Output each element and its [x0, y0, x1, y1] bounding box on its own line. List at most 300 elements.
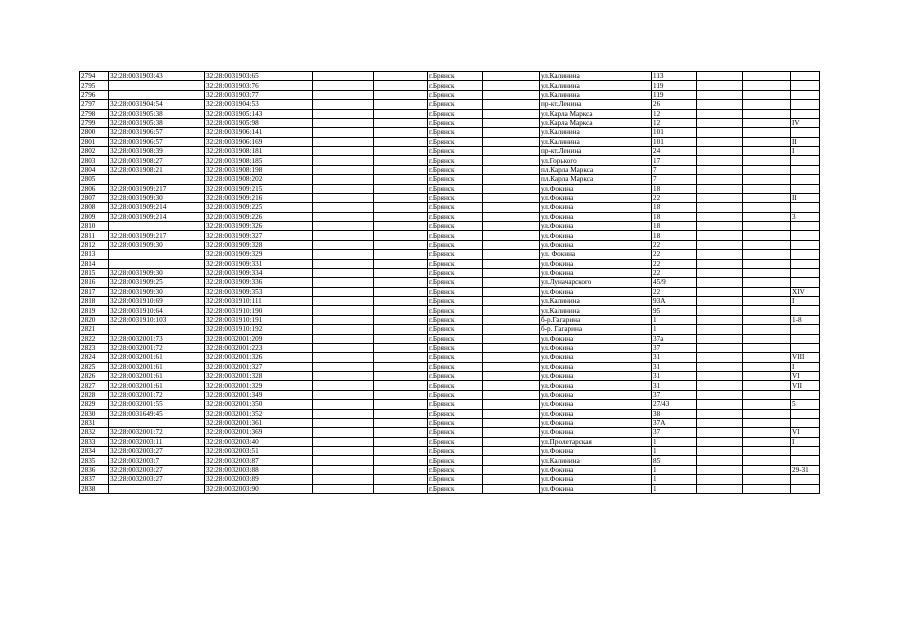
cell-empty-col-5 [374, 193, 428, 202]
cell-empty-col-4 [313, 222, 374, 231]
cell-city: г.Брянск [428, 156, 483, 165]
cell-empty-col-11 [743, 465, 791, 474]
cell-empty-col-7 [483, 100, 540, 109]
registry-body [80, 72, 820, 494]
cell-city: г.Брянск [428, 409, 483, 418]
cell-cadastral-number: 32:28:0031906:141 [205, 128, 313, 137]
cell-empty-col-4 [313, 259, 374, 268]
cell-street: ул.Фокина [540, 193, 652, 202]
cell-empty-col-4 [313, 353, 374, 362]
cell-cadastral-number: 32:28:0032003:89 [205, 475, 313, 484]
cell-empty-col-5 [374, 287, 428, 296]
cell-house-number: 26 [652, 100, 697, 109]
cell-cadastral-number: 32:28:0031904:53 [205, 100, 313, 109]
cell-empty-col-4 [313, 240, 374, 249]
cell-empty-col-11 [743, 231, 791, 240]
cell-row-number: 2799 [80, 118, 109, 127]
cell-cadastral-number: 32:28:0031909:329 [205, 250, 313, 259]
cell-street: ул.Пролетарская [540, 437, 652, 446]
cell-empty-col-5 [374, 203, 428, 212]
cell-house-number: 119 [652, 81, 697, 90]
cell-street: пр-кт.Ленина [540, 100, 652, 109]
table-row [80, 165, 820, 174]
cell-empty-col-10 [697, 287, 743, 296]
cell-empty-col-7 [483, 193, 540, 202]
cell-row-number: 2800 [80, 128, 109, 137]
cell-empty-col-7 [483, 334, 540, 343]
cell-house-number: 31 [652, 362, 697, 371]
cell-apartment [791, 165, 820, 174]
cell-house-number: 37 [652, 428, 697, 437]
cell-empty-col-4 [313, 475, 374, 484]
cell-apartment [791, 203, 820, 212]
cell-row-number: 2797 [80, 100, 109, 109]
cell-empty-col-5 [374, 259, 428, 268]
cell-street: ул.Фокина [540, 212, 652, 221]
cell-parent-cadastral-number: 32:28:0031906:57 [109, 137, 205, 146]
cell-empty-col-7 [483, 447, 540, 456]
cell-house-number: 24 [652, 147, 697, 156]
cell-city: г.Брянск [428, 362, 483, 371]
cell-apartment [791, 100, 820, 109]
cell-cadastral-number: 32:28:0032003:87 [205, 456, 313, 465]
table-row [80, 343, 820, 352]
cell-house-number: 37 [652, 390, 697, 399]
cell-apartment: 29-31 [791, 465, 820, 474]
cell-row-number: 2838 [80, 484, 109, 493]
cell-row-number: 2830 [80, 409, 109, 418]
cell-empty-col-5 [374, 428, 428, 437]
cell-house-number: 22 [652, 259, 697, 268]
cell-row-number: 2801 [80, 137, 109, 146]
cell-empty-col-4 [313, 165, 374, 174]
cell-empty-col-11 [743, 259, 791, 268]
cell-empty-col-4 [313, 362, 374, 371]
cell-empty-col-5 [374, 240, 428, 249]
cell-row-number: 2820 [80, 315, 109, 324]
cell-empty-col-4 [313, 306, 374, 315]
cell-city: г.Брянск [428, 212, 483, 221]
cell-apartment [791, 109, 820, 118]
cell-empty-col-7 [483, 353, 540, 362]
cell-parent-cadastral-number [109, 250, 205, 259]
cell-row-number: 2827 [80, 381, 109, 390]
cell-cadastral-number: 32:28:0032001:369 [205, 428, 313, 437]
cell-apartment [791, 306, 820, 315]
cell-empty-col-11 [743, 428, 791, 437]
cell-cadastral-number: 32:28:0032001:349 [205, 390, 313, 399]
cell-row-number: 2803 [80, 156, 109, 165]
cell-city: г.Брянск [428, 418, 483, 427]
cell-empty-col-10 [697, 268, 743, 277]
cell-cadastral-number: 32:28:0031910:111 [205, 297, 313, 306]
cell-empty-col-11 [743, 90, 791, 99]
cell-empty-col-7 [483, 484, 540, 493]
cell-row-number: 2834 [80, 447, 109, 456]
cell-cadastral-number: 32:28:0031908:198 [205, 165, 313, 174]
cell-empty-col-10 [697, 484, 743, 493]
table-row [80, 465, 820, 474]
cell-city: г.Брянск [428, 259, 483, 268]
cell-row-number: 2807 [80, 193, 109, 202]
cell-empty-col-11 [743, 409, 791, 418]
cell-city: г.Брянск [428, 381, 483, 390]
cell-empty-col-10 [697, 250, 743, 259]
cell-cadastral-number: 32:28:0032001:361 [205, 418, 313, 427]
cell-house-number: 18 [652, 222, 697, 231]
cell-cadastral-number: 32:28:0031905:143 [205, 109, 313, 118]
cell-empty-col-7 [483, 175, 540, 184]
cell-empty-col-10 [697, 259, 743, 268]
cell-street: ул.Фокина [540, 447, 652, 456]
table-row [80, 231, 820, 240]
cell-apartment [791, 184, 820, 193]
cell-street: ул.Фокина [540, 184, 652, 193]
cell-city: г.Брянск [428, 147, 483, 156]
cell-street: ул.Калинина [540, 72, 652, 81]
cell-empty-col-11 [743, 212, 791, 221]
cell-empty-col-10 [697, 128, 743, 137]
table-row [80, 362, 820, 371]
cell-empty-col-11 [743, 297, 791, 306]
cell-empty-col-11 [743, 250, 791, 259]
cell-empty-col-11 [743, 418, 791, 427]
cell-parent-cadastral-number: 32:28:0031909:30 [109, 193, 205, 202]
cell-empty-col-7 [483, 118, 540, 127]
cell-empty-col-5 [374, 297, 428, 306]
cell-house-number: 37 [652, 343, 697, 352]
table-row [80, 390, 820, 399]
cell-row-number: 2796 [80, 90, 109, 99]
cell-parent-cadastral-number: 32:28:0031910:69 [109, 297, 205, 306]
table-row [80, 428, 820, 437]
cell-street: ул.Фокина [540, 222, 652, 231]
table-row [80, 315, 820, 324]
table-row [80, 475, 820, 484]
cell-empty-col-11 [743, 343, 791, 352]
cell-row-number: 2823 [80, 343, 109, 352]
table-row [80, 306, 820, 315]
cell-parent-cadastral-number: 32:28:0032001:72 [109, 343, 205, 352]
cell-apartment [791, 128, 820, 137]
cell-empty-col-4 [313, 147, 374, 156]
cell-empty-col-10 [697, 240, 743, 249]
cell-city: г.Брянск [428, 297, 483, 306]
cell-parent-cadastral-number: 32:28:0031908:21 [109, 165, 205, 174]
cell-empty-col-4 [313, 137, 374, 146]
cell-house-number: 95 [652, 306, 697, 315]
cell-street: ул.Фокина [540, 418, 652, 427]
cell-empty-col-4 [313, 400, 374, 409]
cell-parent-cadastral-number: 32:28:0032001:73 [109, 334, 205, 343]
cell-street: ул.Фокина [540, 372, 652, 381]
cell-apartment [791, 259, 820, 268]
cell-empty-col-10 [697, 193, 743, 202]
cell-parent-cadastral-number: 32:28:0031909:217 [109, 231, 205, 240]
cell-street: ул.Фокина [540, 343, 652, 352]
cell-cadastral-number: 32:28:0032001:209 [205, 334, 313, 343]
cell-empty-col-4 [313, 128, 374, 137]
cell-cadastral-number: 32:28:0031908:185 [205, 156, 313, 165]
cell-parent-cadastral-number: 32:28:0031909:217 [109, 184, 205, 193]
cell-city: г.Брянск [428, 81, 483, 90]
cell-empty-col-11 [743, 193, 791, 202]
cell-parent-cadastral-number [109, 484, 205, 493]
cell-street: б-р. Гагарина [540, 325, 652, 334]
cell-house-number: 113 [652, 72, 697, 81]
table-row [80, 203, 820, 212]
table-row [80, 325, 820, 334]
cell-empty-col-5 [374, 109, 428, 118]
cell-house-number: 27/43 [652, 400, 697, 409]
cell-row-number: 2829 [80, 400, 109, 409]
cell-empty-col-5 [374, 250, 428, 259]
cell-empty-col-5 [374, 334, 428, 343]
cell-street: пр-кт.Ленина [540, 147, 652, 156]
cell-cadastral-number: 32:28:0032001:350 [205, 400, 313, 409]
cell-house-number: 101 [652, 128, 697, 137]
cell-empty-col-4 [313, 325, 374, 334]
cell-empty-col-5 [374, 231, 428, 240]
cell-empty-col-11 [743, 156, 791, 165]
cell-cadastral-number: 32:28:0031909:225 [205, 203, 313, 212]
cell-empty-col-5 [374, 175, 428, 184]
cell-empty-col-5 [374, 184, 428, 193]
cell-apartment: 5 [791, 400, 820, 409]
cell-empty-col-10 [697, 175, 743, 184]
cell-empty-col-7 [483, 437, 540, 446]
cell-apartment: I [791, 297, 820, 306]
cell-cadastral-number: 32:28:0031903:65 [205, 72, 313, 81]
cell-empty-col-11 [743, 128, 791, 137]
cell-empty-col-5 [374, 212, 428, 221]
table-row [80, 334, 820, 343]
cell-empty-col-5 [374, 278, 428, 287]
cell-parent-cadastral-number [109, 90, 205, 99]
cell-empty-col-10 [697, 400, 743, 409]
cell-empty-col-10 [697, 409, 743, 418]
cell-parent-cadastral-number: 32:28:0031909:214 [109, 212, 205, 221]
cell-city: г.Брянск [428, 456, 483, 465]
cell-cadastral-number: 32:28:0031903:77 [205, 90, 313, 99]
cell-empty-col-11 [743, 325, 791, 334]
cell-empty-col-11 [743, 118, 791, 127]
cell-empty-col-4 [313, 268, 374, 277]
cell-street: ул.Калинина [540, 297, 652, 306]
cell-empty-col-7 [483, 362, 540, 371]
cell-row-number: 2817 [80, 287, 109, 296]
cell-apartment [791, 250, 820, 259]
cell-street: ул. Фокина [540, 250, 652, 259]
cell-apartment: I [791, 147, 820, 156]
cell-city: г.Брянск [428, 240, 483, 249]
cell-empty-col-7 [483, 240, 540, 249]
cell-house-number: 1 [652, 447, 697, 456]
cell-city: г.Брянск [428, 390, 483, 399]
table-row [80, 240, 820, 249]
cell-parent-cadastral-number: 32:28:0032003:27 [109, 447, 205, 456]
cell-empty-col-10 [697, 90, 743, 99]
cell-empty-col-10 [697, 334, 743, 343]
cell-cadastral-number: 32:28:0031909:326 [205, 222, 313, 231]
cell-cadastral-number: 32:28:0032003:40 [205, 437, 313, 446]
cell-empty-col-11 [743, 278, 791, 287]
cell-city: г.Брянск [428, 118, 483, 127]
cell-empty-col-7 [483, 315, 540, 324]
cell-parent-cadastral-number: 32:28:0032003:27 [109, 465, 205, 474]
table-row [80, 278, 820, 287]
cell-row-number: 2798 [80, 109, 109, 118]
cell-cadastral-number: 32:28:0032001:326 [205, 353, 313, 362]
cell-apartment [791, 268, 820, 277]
cell-parent-cadastral-number: 32:28:0032001:61 [109, 362, 205, 371]
cell-empty-col-7 [483, 147, 540, 156]
table-row [80, 259, 820, 268]
cell-empty-col-10 [697, 362, 743, 371]
cell-cadastral-number: 32:28:0031909:336 [205, 278, 313, 287]
cell-empty-col-11 [743, 175, 791, 184]
cell-empty-col-11 [743, 268, 791, 277]
cell-empty-col-4 [313, 203, 374, 212]
cell-parent-cadastral-number: 32:28:0031905:38 [109, 118, 205, 127]
cell-empty-col-11 [743, 222, 791, 231]
cell-row-number: 2806 [80, 184, 109, 193]
cell-empty-col-10 [697, 390, 743, 399]
cell-empty-col-11 [743, 165, 791, 174]
cell-house-number: 18 [652, 184, 697, 193]
cell-parent-cadastral-number [109, 418, 205, 427]
cell-house-number: 101 [652, 137, 697, 146]
cell-empty-col-5 [374, 137, 428, 146]
cell-street: ул.Фокина [540, 475, 652, 484]
cell-empty-col-4 [313, 418, 374, 427]
cell-apartment [791, 231, 820, 240]
cell-apartment [791, 175, 820, 184]
cell-empty-col-7 [483, 259, 540, 268]
cell-cadastral-number: 32:28:0031908:181 [205, 147, 313, 156]
cell-row-number: 2837 [80, 475, 109, 484]
cell-parent-cadastral-number: 32:28:0032003:11 [109, 437, 205, 446]
table-row [80, 212, 820, 221]
cell-parent-cadastral-number: 32:28:0031909:30 [109, 268, 205, 277]
cell-row-number: 2824 [80, 353, 109, 362]
cell-empty-col-11 [743, 447, 791, 456]
table-row [80, 128, 820, 137]
cell-parent-cadastral-number: 32:28:0031904:54 [109, 100, 205, 109]
cell-apartment: VI [791, 372, 820, 381]
cell-parent-cadastral-number: 32:28:0032001:72 [109, 428, 205, 437]
cell-city: г.Брянск [428, 465, 483, 474]
cell-apartment [791, 409, 820, 418]
cell-house-number: 1 [652, 475, 697, 484]
cell-row-number: 2822 [80, 334, 109, 343]
cell-empty-col-4 [313, 250, 374, 259]
cell-empty-col-7 [483, 409, 540, 418]
cell-apartment [791, 475, 820, 484]
cell-row-number: 2812 [80, 240, 109, 249]
cell-cadastral-number: 32:28:0031903:76 [205, 81, 313, 90]
cell-empty-col-11 [743, 306, 791, 315]
cell-empty-col-7 [483, 90, 540, 99]
cell-street: ул.Луначарского [540, 278, 652, 287]
cell-city: г.Брянск [428, 400, 483, 409]
cell-empty-col-11 [743, 100, 791, 109]
cell-empty-col-5 [374, 400, 428, 409]
cell-empty-col-4 [313, 372, 374, 381]
table-row [80, 109, 820, 118]
cell-city: г.Брянск [428, 287, 483, 296]
cell-parent-cadastral-number: 32:28:0032003:27 [109, 475, 205, 484]
table-row [80, 409, 820, 418]
cell-empty-col-4 [313, 315, 374, 324]
cell-row-number: 2802 [80, 147, 109, 156]
cell-apartment [791, 334, 820, 343]
cell-parent-cadastral-number: 32:28:0031910:64 [109, 306, 205, 315]
cell-apartment [791, 390, 820, 399]
cell-empty-col-11 [743, 287, 791, 296]
cell-house-number: 12 [652, 109, 697, 118]
cell-empty-col-4 [313, 118, 374, 127]
cell-empty-col-7 [483, 203, 540, 212]
cell-apartment [791, 343, 820, 352]
cell-cadastral-number: 32:28:0032003:90 [205, 484, 313, 493]
cell-street: ул.Фокина [540, 231, 652, 240]
cell-empty-col-4 [313, 456, 374, 465]
cell-house-number: 22 [652, 287, 697, 296]
cell-city: г.Брянск [428, 175, 483, 184]
cell-apartment: I [791, 362, 820, 371]
cell-parent-cadastral-number: 32:28:0031910:103 [109, 315, 205, 324]
cell-city: г.Брянск [428, 306, 483, 315]
cell-empty-col-4 [313, 278, 374, 287]
cell-city: г.Брянск [428, 137, 483, 146]
cell-apartment [791, 325, 820, 334]
cell-empty-col-11 [743, 400, 791, 409]
cell-street: пл.Карла Маркса [540, 165, 652, 174]
cell-street: ул.Фокина [540, 465, 652, 474]
cell-empty-col-4 [313, 428, 374, 437]
cell-empty-col-7 [483, 165, 540, 174]
registry-table [79, 71, 820, 494]
cell-empty-col-11 [743, 137, 791, 146]
cell-empty-col-11 [743, 353, 791, 362]
cell-empty-col-10 [697, 278, 743, 287]
cell-apartment [791, 81, 820, 90]
cell-city: г.Брянск [428, 334, 483, 343]
cell-empty-col-5 [374, 409, 428, 418]
table-row [80, 175, 820, 184]
table-row [80, 156, 820, 165]
cell-empty-col-10 [697, 465, 743, 474]
cell-empty-col-4 [313, 297, 374, 306]
cell-house-number: 1 [652, 484, 697, 493]
cell-city: г.Брянск [428, 222, 483, 231]
cell-empty-col-10 [697, 212, 743, 221]
cell-empty-col-5 [374, 315, 428, 324]
cell-cadastral-number: 32:28:0031909:215 [205, 184, 313, 193]
cell-apartment [791, 72, 820, 81]
cell-apartment [791, 484, 820, 493]
cell-street: ул.Калинина [540, 128, 652, 137]
cell-empty-col-4 [313, 90, 374, 99]
cell-street: ул.Калинина [540, 81, 652, 90]
table-row [80, 297, 820, 306]
cell-cadastral-number: 32:28:0032001:352 [205, 409, 313, 418]
cell-cadastral-number: 32:28:0031905:98 [205, 118, 313, 127]
cell-row-number: 2794 [80, 72, 109, 81]
table-row [80, 418, 820, 427]
cell-empty-col-10 [697, 437, 743, 446]
